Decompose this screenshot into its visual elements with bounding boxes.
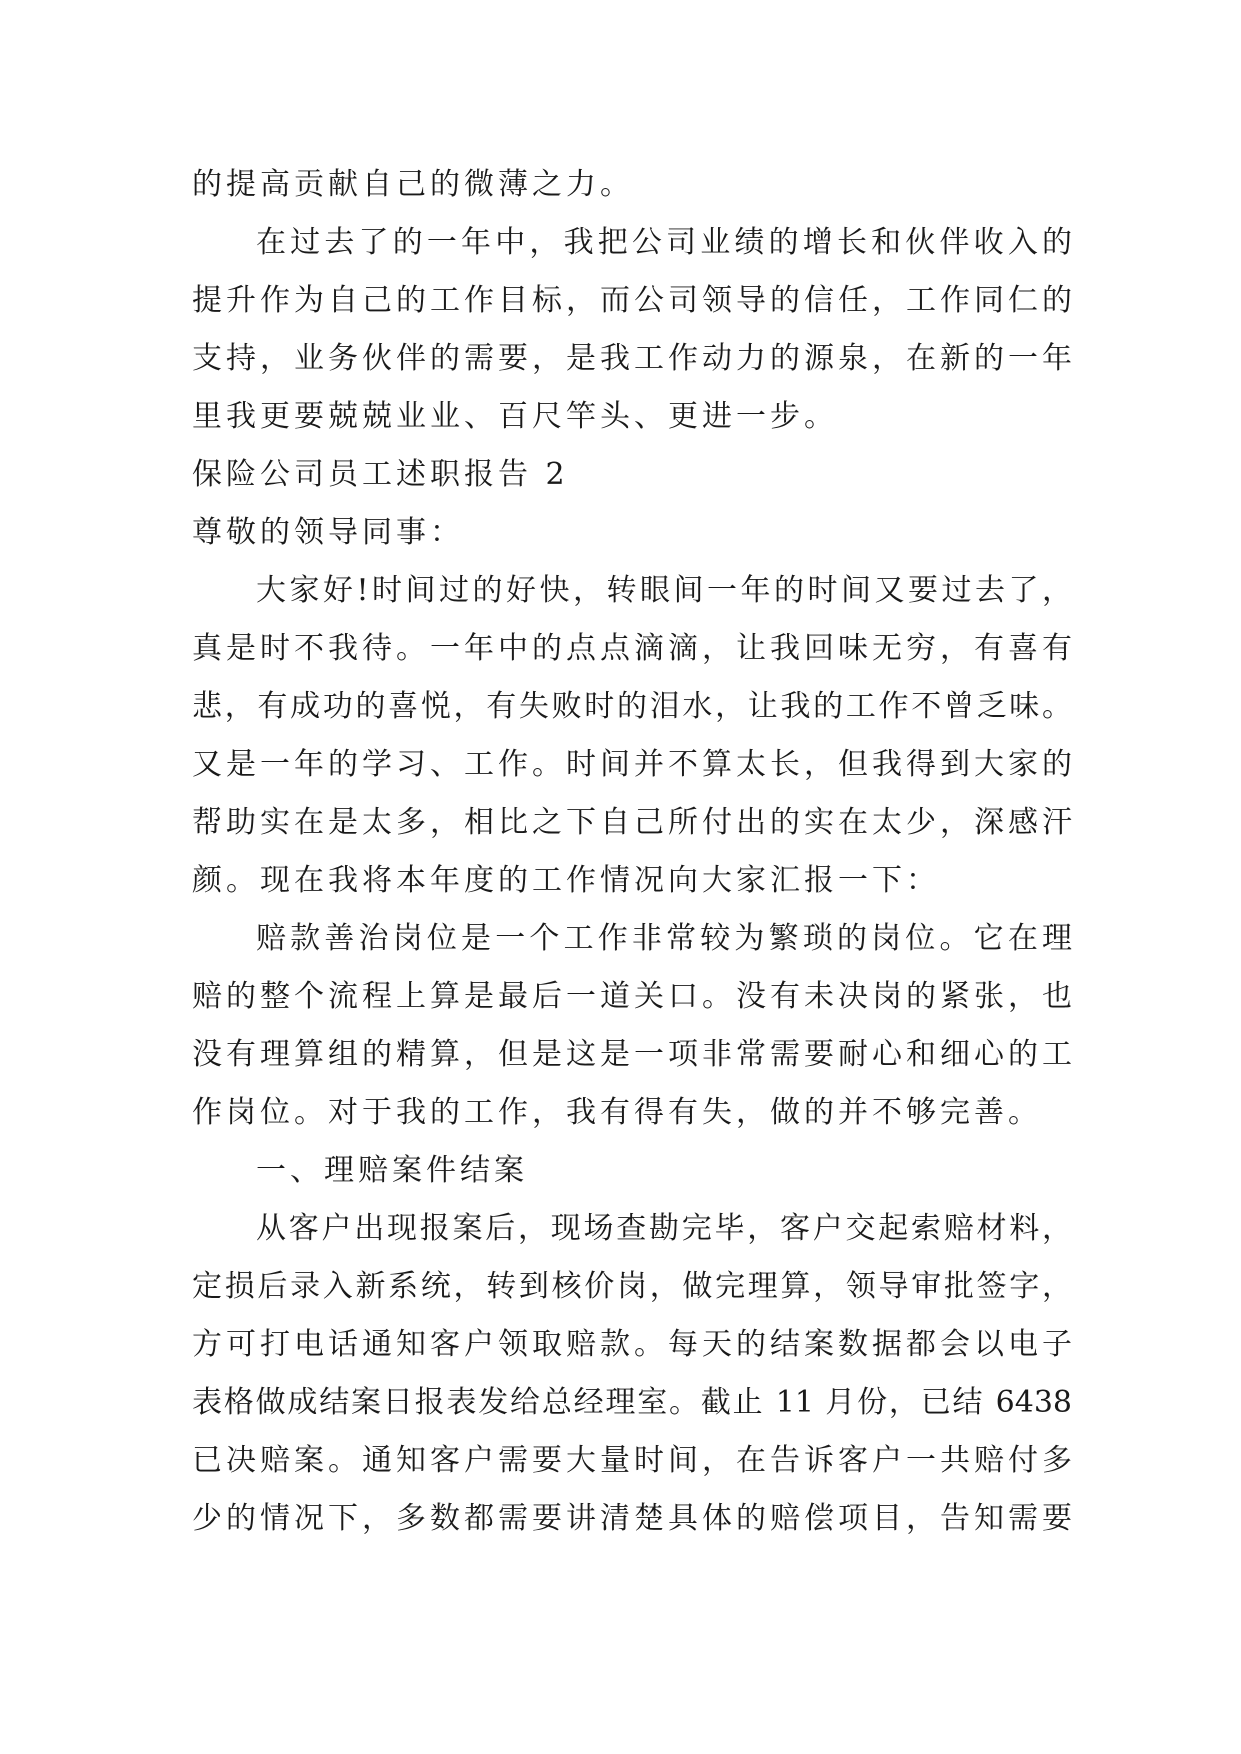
salutation: 尊敬的领导同事：: [192, 515, 464, 550]
paragraph-line: 又是一年的学习、工作。时间并不算太长，但我得到大家的: [192, 747, 1072, 782]
paragraph-line: 定损后录入新系统，转到核价岗，做完理算，领导审批签字，: [192, 1269, 1072, 1304]
paragraph-line: 颜。现在我将本年度的工作情况向大家汇报一下：: [192, 863, 940, 898]
paragraph-line: 真是时不我待。一年中的点点滴滴，让我回味无穷，有喜有: [192, 631, 1072, 666]
paragraph-line: 帮助实在是太多，相比之下自己所付出的实在太少，深感汗: [192, 805, 1072, 840]
paragraph-line: 没有理算组的精算，但是这是一项非常需要耐心和细心的工: [192, 1037, 1072, 1072]
paragraph-line: 已决赔案。通知客户需要大量时间，在告诉客户一共赔付多: [192, 1443, 1072, 1478]
paragraph-line: 赔款善治岗位是一个工作非常较为繁琐的岗位。它在理: [256, 921, 1072, 956]
paragraph-line: 的提高贡献自己的微薄之力。: [192, 167, 634, 202]
paragraph-line: 少的情况下，多数都需要讲清楚具体的赔偿项目，告知需要: [192, 1501, 1072, 1536]
paragraph-line: 方可打电话通知客户领取赔款。每天的结案数据都会以电子: [192, 1327, 1072, 1362]
paragraph-line: 提升作为自己的工作目标，而公司领导的信任，工作同仁的: [192, 283, 1072, 318]
paragraph-line: 从客户出现报案后，现场查勘完毕，客户交起索赔材料，: [256, 1211, 1072, 1246]
section-title: 保险公司员工述职报告 2: [192, 457, 569, 492]
paragraph-line: 赔的整个流程上算是最后一道关口。没有未决岗的紧张，也: [192, 979, 1072, 1014]
section-heading: 一、理赔案件结案: [256, 1153, 528, 1188]
paragraph-line: 大家好!时间过的好快，转眼间一年的时间又要过去了，: [256, 573, 1072, 608]
paragraph-line: 作岗位。对于我的工作，我有得有失，做的并不够完善。: [192, 1095, 1042, 1130]
paragraph-line: 支持，业务伙伴的需要，是我工作动力的源泉，在新的一年: [192, 341, 1072, 376]
paragraph-line: 表格做成结案日报表发给总经理室。截止 11 月份，已结 6438: [192, 1385, 1072, 1420]
paragraph-line: 里我更要兢兢业业、百尺竿头、更进一步。: [192, 399, 838, 434]
paragraph-line: 悲，有成功的喜悦，有失败时的泪水，让我的工作不曾乏味。: [192, 689, 1072, 724]
paragraph-line: 在过去了的一年中，我把公司业绩的增长和伙伴收入的: [256, 225, 1072, 260]
